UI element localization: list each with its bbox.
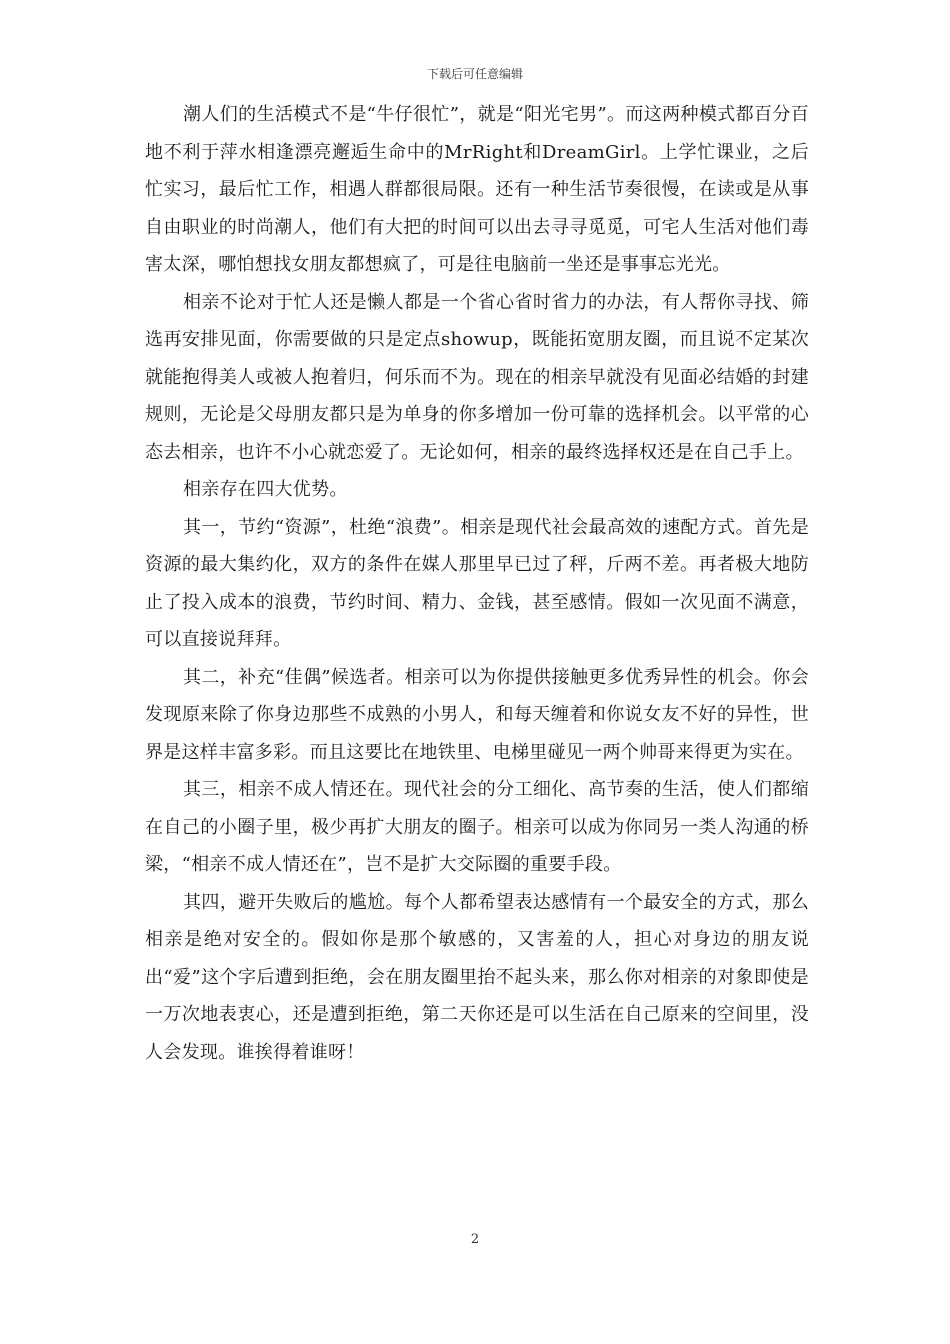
page-number: 2 [470,1232,480,1247]
paragraph: 其四，避开失败后的尴尬。每个人都希望表达感情有一个最安全的方式，那么相亲是绝对安全的。假如你是那个敏感的，又害羞的人，担心对身边的朋友说出“爱”这个字后遭到拒绝，会在朋友圈里抬不起头来，那么你对相亲的对象即使是一万次地表衷心，还是遭到拒绝，第二天你还是可以生活在自己原来的空间里，没人会发现。谁挨得着谁呀！ [145,891,809,1063]
page-header: 下载后可任意编辑 [426,67,523,81]
document-body [145,96,809,1071]
paragraph: 相亲不论对于忙人还是懒人都是一个省心省时省力的办法，有人帮你寻找、筛选再安排见面，你需要做的只是定点showup，既能拓宽朋友圈，而且说不定某次就能抱得美人或被人抱着归，何乐而不为。现在的相亲早就没有见面必结婚的封建规则，无论是父母朋友都只是为单身的你多增加一份可靠的选择机会。以平常的心态去相亲，也许不小心就恋爱了。无论如何，相亲的最终选择权还是在自己手上。 [145,291,809,463]
paragraph: 其二，补充“佳偶”候选者。相亲可以为你提供接触更多优秀异性的机会。你会发现原来除了你身边那些不成熟的小男人，和每天缠着和你说女友不好的异性，世界是这样丰富多彩。而且这要比在地铁里、电梯里碰见一两个帅哥来得更为实在。 [145,666,809,763]
paragraph: 其三，相亲不成人情还在。现代社会的分工细化、高节奏的生活，使人们都缩在自己的小圈子里，极少再扩大朋友的圈子。相亲可以成为你同另一类人沟通的桥梁，“相亲不成人情还在”，岂不是扩大交际圈的重要手段。 [145,779,809,875]
paragraph: 相亲存在四大优势。 [183,479,348,500]
paragraph: 其一，节约“资源”，杜绝“浪费”。相亲是现代社会最高效的速配方式。首先是资源的最大集约化，双方的条件在媒人那里早已过了秤，斤两不差。再者极大地防止了投入成本的浪费，节约时间、精力、金钱，甚至感情。假如一次见面不满意，可以直接说拜拜。 [145,516,809,650]
paragraph: 潮人们的生活模式不是“牛仔很忙”，就是“阳光宅男”。而这两种模式都百分百地不利于萍水相逢漂亮邂逅生命中的MrRight和DreamGirl。上学忙课业，之后忙实习，最后忙工作，相遇人群都很局限。还有一种生活节奏很慢，在读或是从事自由职业的时尚潮人，他们有大把的时间可以出去寻寻觅觅，可宅人生活对他们毒害太深，哪怕想找女朋友都想疯了，可是往电脑前一坐还是事事忘光光。 [145,104,809,275]
